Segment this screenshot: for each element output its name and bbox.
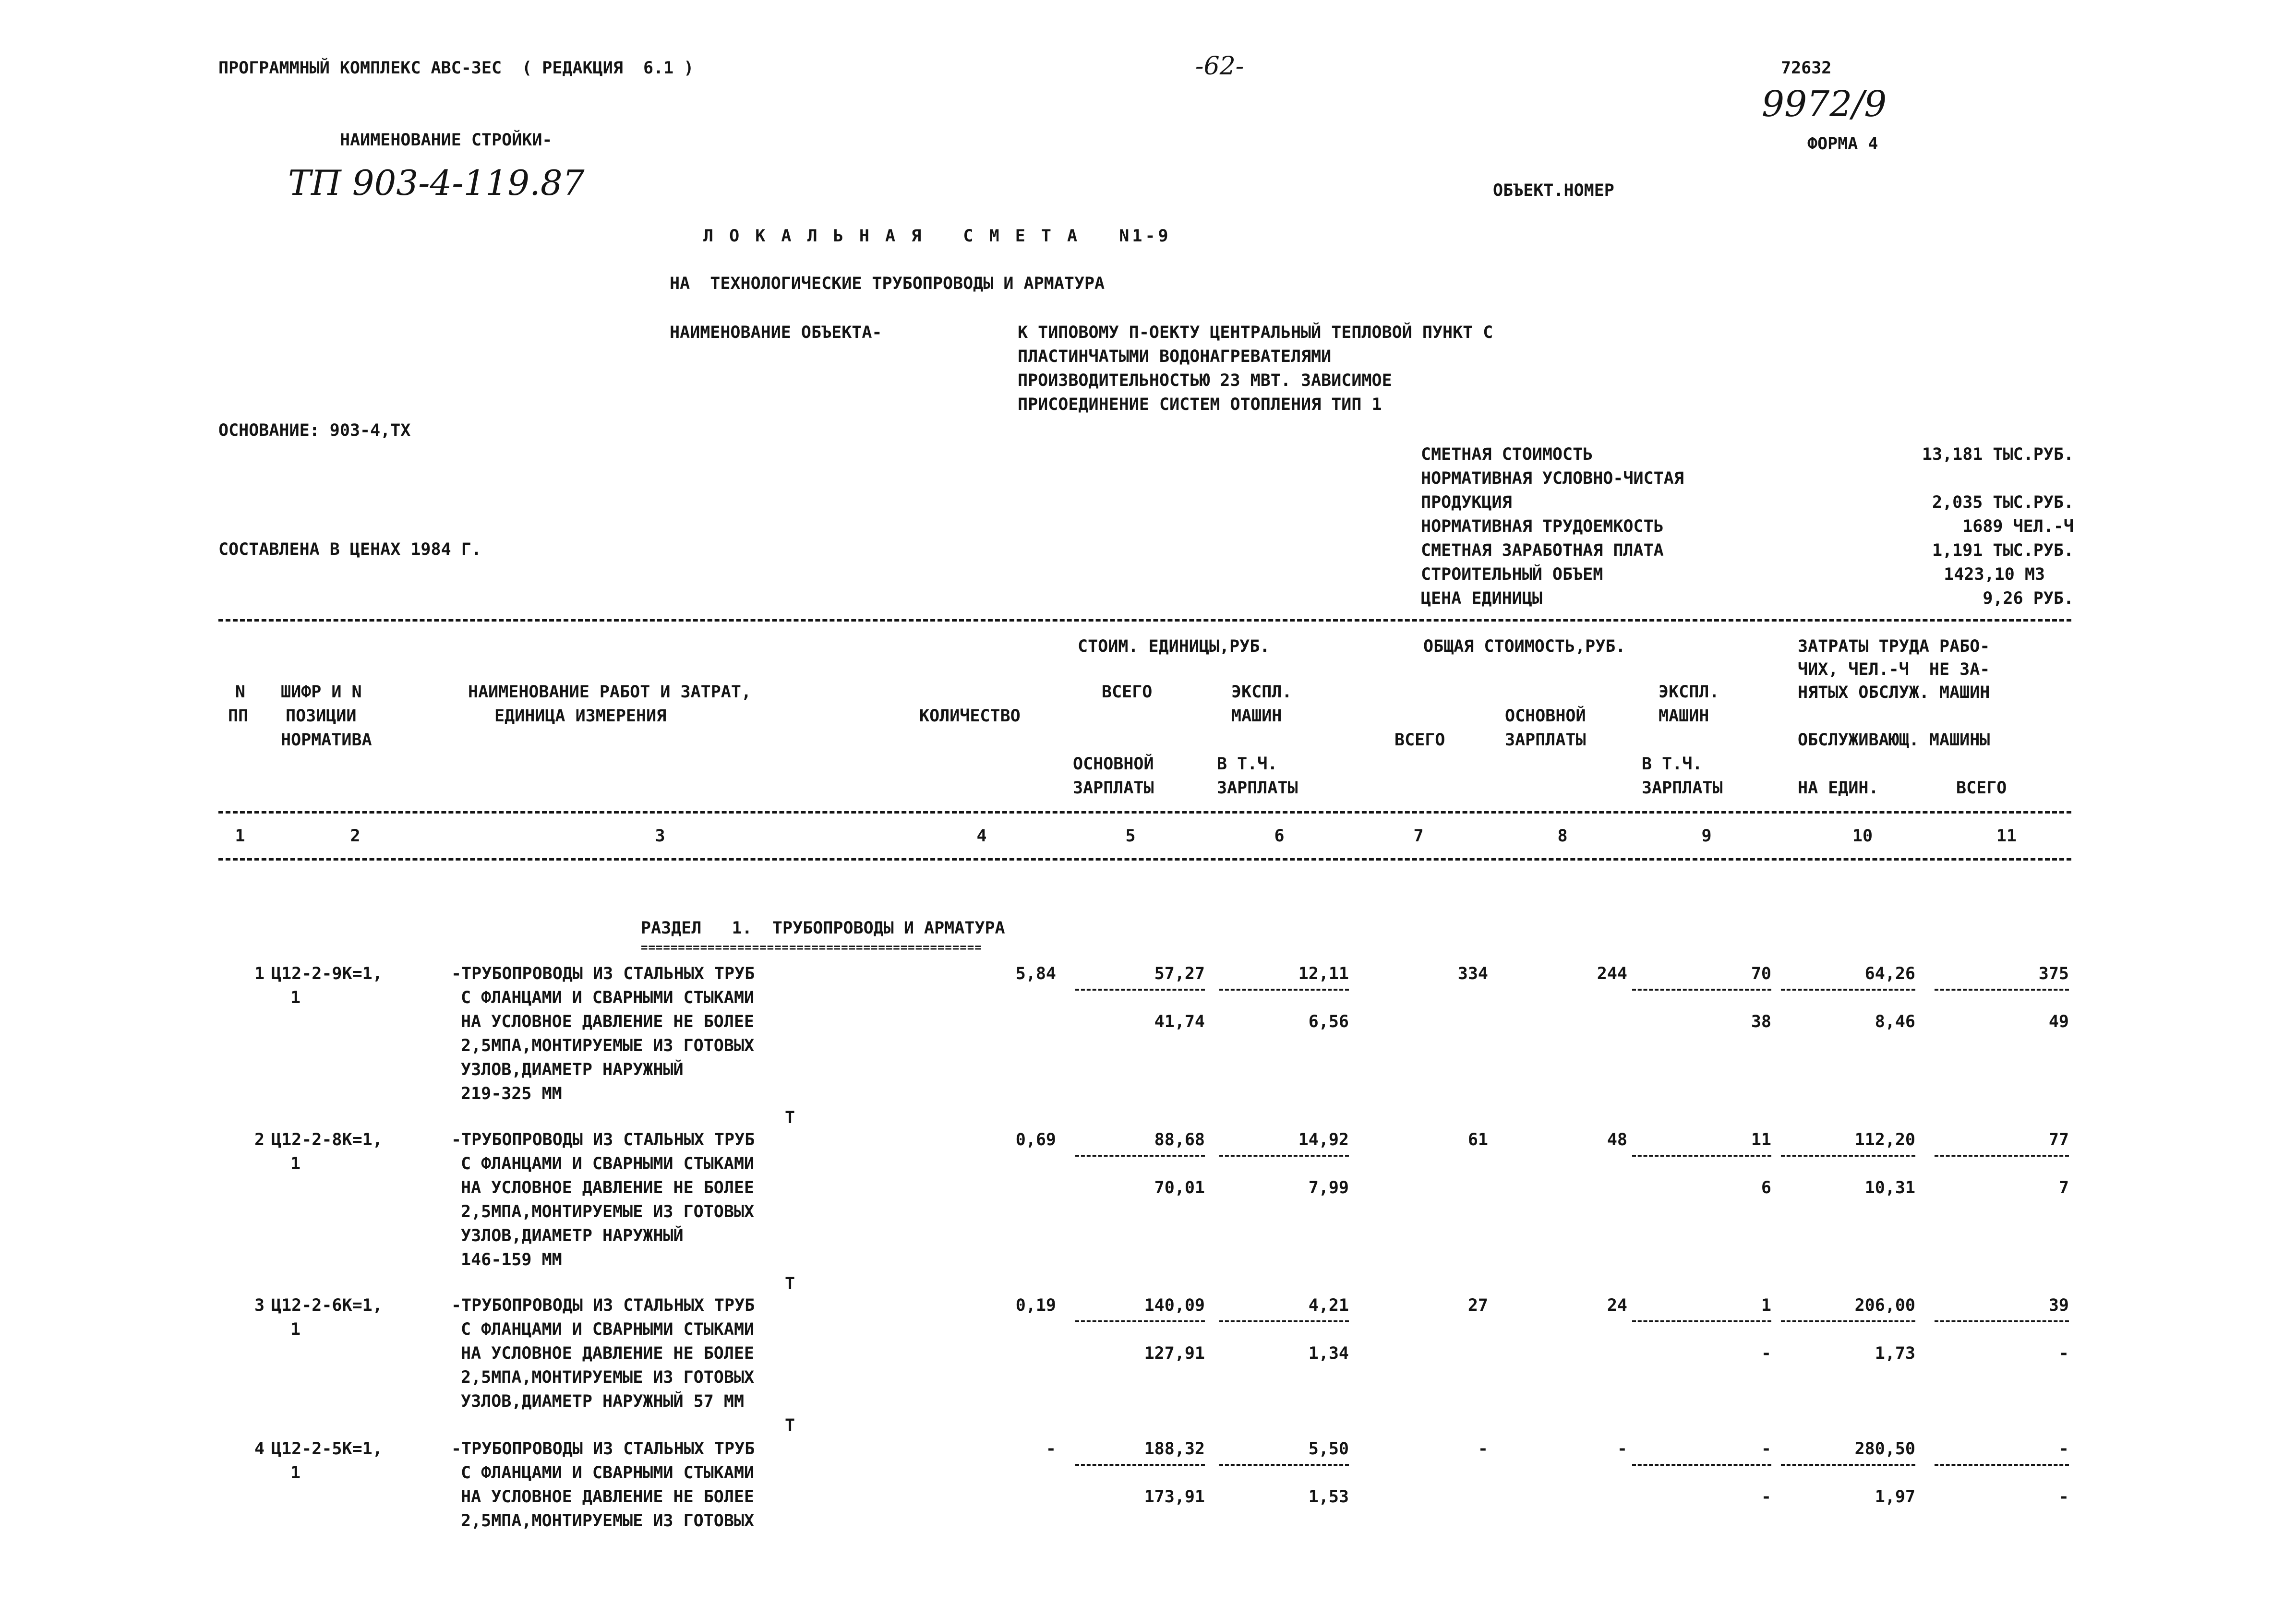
- form-label: ФОРМА 4: [1807, 134, 1878, 154]
- row-quantity: -: [1046, 1439, 1056, 1459]
- row-labor-total: 39: [2048, 1296, 2069, 1315]
- row-total-machines: -: [1761, 1439, 1771, 1459]
- construction-label: НАИМЕНОВАНИЕ СТРОЙКИ-: [340, 131, 553, 150]
- summary-label: ЦЕНА ЕДИНИЦЫ: [1421, 589, 1542, 608]
- row-unit-salary: 41,74: [1154, 1012, 1205, 1031]
- total-machines-label: ЭКСПЛ.: [1659, 682, 1719, 702]
- row-separator: [1219, 1320, 1349, 1322]
- total-machines-label: МАШИН: [1659, 706, 1709, 726]
- column-number: 2: [350, 826, 361, 846]
- row-separator: [1219, 1155, 1349, 1157]
- row-separator: [1781, 989, 1915, 991]
- unit-incl-salary-label: В Т.Ч.: [1217, 754, 1278, 774]
- row-total-machine-salary: -: [1761, 1344, 1771, 1363]
- row-description-line: УЗЛОВ,ДИАМЕТР НАРУЖНЫЙ 57 ММ: [461, 1392, 745, 1411]
- row-labor-total-secondary: 7: [2058, 1178, 2069, 1197]
- row-description-line: С ФЛАНЦАМИ И СВАРНЫМИ СТЫКАМИ: [461, 1463, 755, 1483]
- row-separator: [1219, 1464, 1349, 1466]
- row-description-line: 2,5МПА,МОНТИРУЕМЫЕ ИЗ ГОТОВЫХ: [461, 1036, 755, 1055]
- row-total-machines: 1: [1761, 1296, 1771, 1315]
- row-separator: [1075, 1155, 1205, 1157]
- labor-group: ЧИХ, ЧЕЛ.-Ч НЕ ЗА-: [1798, 660, 1990, 679]
- labor-total-label: ВСЕГО: [1956, 778, 2007, 798]
- page-number: -62-: [1195, 52, 1244, 81]
- summary-value: 13,181 ТЫС.РУБ.: [1922, 445, 2074, 464]
- row-total-machine-salary: 6: [1761, 1178, 1771, 1197]
- summary-label: СТРОИТЕЛЬНЫЙ ОБЪЕМ: [1421, 565, 1603, 584]
- column-number: 3: [655, 826, 665, 846]
- row-description-line: 2,5МПА,МОНТИРУЕМЫЕ ИЗ ГОТОВЫХ: [461, 1368, 755, 1387]
- row-unit-total: 140,09: [1144, 1296, 1205, 1315]
- estimate-title: Л О К А Л Ь Н А Я С М Е Т А N1-9: [703, 227, 1171, 246]
- row-description-line: УЗЛОВ,ДИАМЕТР НАРУЖНЫЙ: [461, 1226, 684, 1245]
- summary-value: 1,191 ТЫС.РУБ.: [1932, 541, 2074, 560]
- row-unit: Т: [785, 1108, 795, 1127]
- row-code: Ц12-2-5К=1,: [271, 1439, 383, 1459]
- row-labor-total: -: [2058, 1439, 2069, 1459]
- row-separator: [1219, 989, 1349, 991]
- row-separator: [1632, 1464, 1771, 1466]
- object-number-label: ОБЪЕКТ.НОМЕР: [1493, 181, 1614, 200]
- prices-note: СОСТАВЛЕНА В ЦЕНАХ 1984 Г.: [218, 540, 481, 559]
- row-code-sub: 1: [290, 1154, 301, 1173]
- row-unit-machine-salary: 1,53: [1308, 1487, 1349, 1507]
- row-description-line: 146-159 ММ: [461, 1250, 562, 1269]
- summary-value: 1689 ЧЕЛ.-Ч: [1962, 517, 2074, 536]
- column-number: 10: [1852, 826, 1873, 846]
- handwritten-number: 9972/9: [1762, 84, 1887, 125]
- row-unit-total: 88,68: [1154, 1130, 1205, 1149]
- row-total: 27: [1467, 1296, 1488, 1315]
- row-quantity: 5,84: [1015, 964, 1056, 983]
- column-number: 4: [976, 826, 987, 846]
- row-total: -: [1478, 1439, 1488, 1459]
- row-code-sub: 1: [290, 1320, 301, 1339]
- unit-machines-label: МАШИН: [1231, 706, 1282, 726]
- object-line: ПРОИЗВОДИТЕЛЬНОСТЬЮ 23 МВТ. ЗАВИСИМОЕ: [1018, 371, 1392, 390]
- row-unit-salary: 70,01: [1154, 1178, 1205, 1197]
- estimate-subject: НА ТЕХНОЛОГИЧЕСКИЕ ТРУБОПРОВОДЫ И АРМАТУРА: [670, 274, 1105, 293]
- row-description-line: 2,5МПА,МОНТИРУЕМЫЕ ИЗ ГОТОВЫХ: [461, 1511, 755, 1531]
- row-unit-machines: 12,11: [1298, 964, 1349, 983]
- row-unit: Т: [785, 1416, 795, 1435]
- column-number: 9: [1701, 826, 1712, 846]
- row-unit-machines: 5,50: [1308, 1439, 1349, 1459]
- col-qty-label: КОЛИЧЕСТВО: [919, 706, 1021, 726]
- row-labor-unit: 206,00: [1854, 1296, 1915, 1315]
- row-labor-unit-secondary: 10,31: [1864, 1178, 1915, 1197]
- row-total-machine-salary: 38: [1751, 1012, 1771, 1031]
- col-name-label: ЕДИНИЦА ИЗМЕРЕНИЯ: [494, 706, 667, 726]
- col-n-label: N: [235, 682, 246, 702]
- row-total-machine-salary: -: [1761, 1487, 1771, 1507]
- row-labor-total: 77: [2048, 1130, 2069, 1149]
- unit-cost-group: СТОИМ. ЕДИНИЦЫ,РУБ.: [1078, 637, 1270, 656]
- row-unit-total: 57,27: [1154, 964, 1205, 983]
- row-code-sub: 1: [290, 1463, 301, 1483]
- row-separator: [1935, 1464, 2069, 1466]
- row-separator: [1781, 1155, 1915, 1157]
- summary-label: НОРМАТИВНАЯ УСЛОВНО-ЧИСТАЯ: [1421, 469, 1684, 488]
- row-separator: [1632, 989, 1771, 991]
- row-total: 61: [1467, 1130, 1488, 1149]
- total-incl-salary-label: В Т.Ч.: [1642, 754, 1703, 774]
- row-separator: [1935, 1155, 2069, 1157]
- col-name-label: НАИМЕНОВАНИЕ РАБОТ И ЗАТРАТ,: [468, 682, 752, 702]
- row-unit-salary: 173,91: [1144, 1487, 1205, 1507]
- row-description-line: С ФЛАНЦАМИ И СВАРНЫМИ СТЫКАМИ: [461, 988, 755, 1007]
- row-unit-machines: 14,92: [1298, 1130, 1349, 1149]
- row-description-line: НА УСЛОВНОЕ ДАВЛЕНИЕ НЕ БОЛЕЕ: [461, 1178, 755, 1197]
- column-number: 5: [1125, 826, 1136, 846]
- labor-group: НЯТЫХ ОБСЛУЖ. МАШИН: [1798, 683, 1990, 702]
- total-basic-salary-label: ОСНОВНОЙ: [1505, 706, 1586, 726]
- labor-sub-label: ОБСЛУЖИВАЮЩ. МАШИНЫ: [1798, 730, 1990, 750]
- labor-unit-label: НА ЕДИН.: [1798, 778, 1879, 798]
- row-number: 4: [254, 1439, 265, 1459]
- row-total-salary: 24: [1607, 1296, 1627, 1315]
- table-top-rule: [218, 619, 2071, 622]
- construction-value: ТП 903-4-119.87: [288, 163, 585, 203]
- row-description-line: НА УСЛОВНОЕ ДАВЛЕНИЕ НЕ БОЛЕЕ: [461, 1344, 755, 1363]
- section-title: РАЗДЕЛ 1. ТРУБОПРОВОДЫ И АРМАТУРА: [641, 919, 1005, 938]
- row-description-line: -ТРУБОПРОВОДЫ ИЗ СТАЛЬНЫХ ТРУБ: [451, 1296, 755, 1315]
- row-description-line: НА УСЛОВНОЕ ДАВЛЕНИЕ НЕ БОЛЕЕ: [461, 1487, 755, 1507]
- row-unit-machine-salary: 6,56: [1308, 1012, 1349, 1031]
- row-separator: [1781, 1320, 1915, 1322]
- row-code: Ц12-2-8К=1,: [271, 1130, 383, 1149]
- labor-group: ЗАТРАТЫ ТРУДА РАБО-: [1798, 637, 1990, 656]
- total-incl-salary-label: ЗАРПЛАТЫ: [1642, 778, 1723, 798]
- summary-label: НОРМАТИВНАЯ ТРУДОЕМКОСТЬ: [1421, 517, 1664, 536]
- row-labor-unit-secondary: 1,73: [1875, 1344, 1915, 1363]
- row-unit-machine-salary: 1,34: [1308, 1344, 1349, 1363]
- row-unit-salary: 127,91: [1144, 1344, 1205, 1363]
- row-number: 1: [254, 964, 265, 983]
- col-n-label: ПП: [228, 706, 249, 726]
- col-code-label: ПОЗИЦИИ: [286, 706, 357, 726]
- row-number: 3: [254, 1296, 265, 1315]
- unit-incl-salary-label: ЗАРПЛАТЫ: [1217, 778, 1298, 798]
- row-separator: [1075, 1320, 1205, 1322]
- row-total-machines: 11: [1751, 1130, 1771, 1149]
- row-description-line: С ФЛАНЦАМИ И СВАРНЫМИ СТЫКАМИ: [461, 1320, 755, 1339]
- object-line: ПЛАСТИНЧАТЫМИ ВОДОНАГРЕВАТЕЛЯМИ: [1018, 347, 1332, 366]
- row-separator: [1632, 1320, 1771, 1322]
- row-code-sub: 1: [290, 988, 301, 1007]
- column-number: 11: [1996, 826, 2017, 846]
- row-labor-total-secondary: -: [2058, 1487, 2069, 1507]
- object-line: ПРИСОЕДИНЕНИЕ СИСТЕМ ОТОПЛЕНИЯ ТИП 1: [1018, 395, 1382, 414]
- row-labor-unit: 280,50: [1854, 1439, 1915, 1459]
- total-basic-salary-label: ЗАРПЛАТЫ: [1505, 730, 1586, 750]
- row-description-line: С ФЛАНЦАМИ И СВАРНЫМИ СТЫКАМИ: [461, 1154, 755, 1173]
- document-code: 72632: [1781, 59, 1832, 78]
- row-quantity: 0,69: [1015, 1130, 1056, 1149]
- summary-label: ПРОДУКЦИЯ: [1421, 493, 1512, 512]
- column-number: 6: [1274, 826, 1285, 846]
- unit-basic-salary-label: ЗАРПЛАТЫ: [1073, 778, 1154, 798]
- row-labor-unit: 64,26: [1864, 964, 1915, 983]
- column-number-rule: [218, 811, 2071, 814]
- table-header-bottom-rule: [218, 858, 2071, 861]
- program-header: ПРОГРАММНЫЙ КОМПЛЕКС АВС-3ЕС ( РЕДАКЦИЯ 6.1 ): [218, 59, 694, 78]
- row-description-line: НА УСЛОВНОЕ ДАВЛЕНИЕ НЕ БОЛЕЕ: [461, 1012, 755, 1031]
- unit-basic-salary-label: ОСНОВНОЙ: [1073, 754, 1154, 774]
- row-separator: [1781, 1464, 1915, 1466]
- column-number: 1: [235, 826, 245, 846]
- row-total-salary: -: [1617, 1439, 1627, 1459]
- row-description-line: 219-325 ММ: [461, 1084, 562, 1103]
- row-description-line: -ТРУБОПРОВОДЫ ИЗ СТАЛЬНЫХ ТРУБ: [451, 1130, 755, 1149]
- row-unit-machines: 4,21: [1308, 1296, 1349, 1315]
- row-total-salary: 48: [1607, 1130, 1627, 1149]
- total-all-label: ВСЕГО: [1394, 730, 1445, 750]
- basis: ОСНОВАНИЕ: 903-4,ТХ: [218, 421, 411, 440]
- row-code: Ц12-2-9К=1,: [271, 964, 383, 983]
- summary-label: СМЕТНАЯ ЗАРАБОТНАЯ ПЛАТА: [1421, 541, 1664, 560]
- row-labor-total-secondary: -: [2058, 1344, 2069, 1363]
- row-separator: [1075, 989, 1205, 991]
- row-separator: [1935, 1320, 2069, 1322]
- row-description-line: 2,5МПА,МОНТИРУЕМЫЕ ИЗ ГОТОВЫХ: [461, 1202, 755, 1221]
- row-quantity: 0,19: [1015, 1296, 1056, 1315]
- row-separator: [1935, 989, 2069, 991]
- row-code: Ц12-2-6К=1,: [271, 1296, 383, 1315]
- unit-total-label: ВСЕГО: [1102, 682, 1153, 702]
- col-code-label: ШИФР И N: [281, 682, 362, 702]
- row-unit: Т: [785, 1274, 795, 1293]
- row-description-line: УЗЛОВ,ДИАМЕТР НАРУЖНЫЙ: [461, 1060, 684, 1079]
- row-total: 334: [1457, 964, 1488, 983]
- row-unit-total: 188,32: [1144, 1439, 1205, 1459]
- row-total-machines: 70: [1751, 964, 1771, 983]
- object-label: НАИМЕНОВАНИЕ ОБЪЕКТА-: [670, 323, 882, 342]
- total-group: ОБЩАЯ СТОИМОСТЬ,РУБ.: [1423, 637, 1626, 656]
- summary-value: 9,26 РУБ.: [1983, 589, 2074, 608]
- row-total-salary: 244: [1597, 964, 1627, 983]
- row-labor-unit-secondary: 1,97: [1875, 1487, 1915, 1507]
- row-labor-total: 375: [2038, 964, 2069, 983]
- unit-machines-label: ЭКСПЛ.: [1231, 682, 1292, 702]
- row-labor-total-secondary: 49: [2048, 1012, 2069, 1031]
- column-number: 7: [1413, 826, 1424, 846]
- row-labor-unit-secondary: 8,46: [1875, 1012, 1915, 1031]
- row-description-line: -ТРУБОПРОВОДЫ ИЗ СТАЛЬНЫХ ТРУБ: [451, 1439, 755, 1459]
- object-line: К ТИПОВОМУ П-ОЕКТУ ЦЕНТРАЛЬНЫЙ ТЕПЛОВОЙ ПУНКТ С: [1018, 323, 1493, 342]
- section-underline: ==============================================: [641, 941, 982, 954]
- row-description-line: -ТРУБОПРОВОДЫ ИЗ СТАЛЬНЫХ ТРУБ: [451, 964, 755, 983]
- col-code-label: НОРМАТИВА: [281, 730, 372, 750]
- row-unit-machine-salary: 7,99: [1308, 1178, 1349, 1197]
- column-number: 8: [1557, 826, 1568, 846]
- row-separator: [1075, 1464, 1205, 1466]
- summary-value: 2,035 ТЫС.РУБ.: [1932, 493, 2074, 512]
- row-number: 2: [254, 1130, 265, 1149]
- row-labor-unit: 112,20: [1854, 1130, 1915, 1149]
- summary-value: 1423,10 М3: [1944, 565, 2045, 584]
- summary-label: СМЕТНАЯ СТОИМОСТЬ: [1421, 445, 1593, 464]
- row-separator: [1632, 1155, 1771, 1157]
